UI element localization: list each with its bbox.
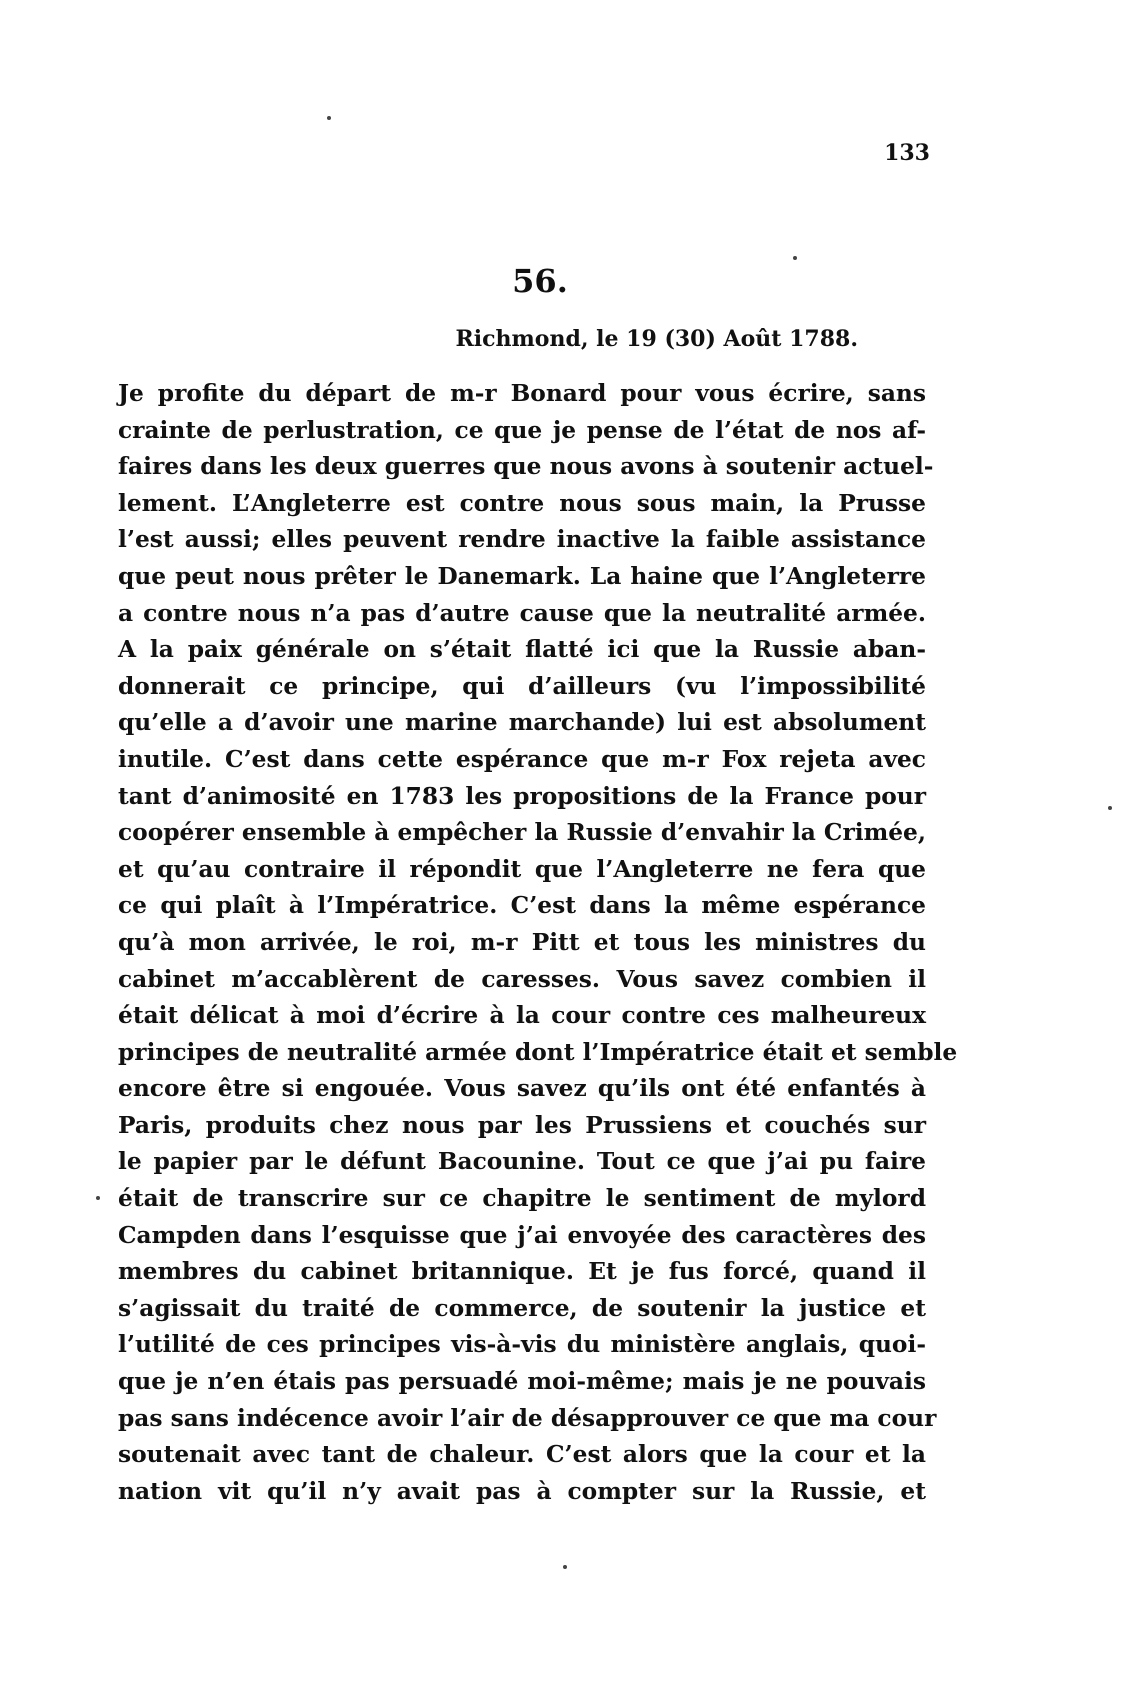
- text-line: encore être si engouée. Vous savez qu’ils ont été enfantés à: [118, 1075, 926, 1103]
- text-line: et qu’au contraire il répondit que l’Angleterre ne fera que: [118, 855, 926, 883]
- text-line: pas sans indécence avoir l’air de désapprouver ce que ma cour: [118, 1404, 937, 1432]
- text-line: Je profite du départ de m-r Bonard pour vous écrire, sans: [118, 380, 926, 407]
- scan-speck: [96, 1196, 100, 1200]
- text-line: que je n’en étais pas persuadé moi-même; mais je ne pouvais: [118, 1368, 926, 1396]
- letter-dateline: Richmond, le 19 (30) Août 1788.: [455, 326, 858, 352]
- text-line: tant d’animosité en 1783 les propositions de la France pour: [118, 782, 926, 810]
- text-line: donnerait ce principe, qui d’ailleurs (vu l’impossibilité: [118, 672, 926, 700]
- text-line: faires dans les deux guerres que nous avons à soutenir actuel-: [118, 453, 934, 481]
- text-line: qu’à mon arrivée, le roi, m-r Pitt et tous les ministres du: [118, 928, 926, 956]
- letter-body: [118, 376, 958, 1510]
- text-line: s’agissait du traité de commerce, de soutenir la justice et: [118, 1294, 926, 1322]
- text-line: l’est aussi; elles peuvent rendre inactive la faible assistance: [118, 526, 926, 554]
- text-line: ce qui plaît à l’Impératrice. C’est dans la même espérance: [118, 892, 926, 920]
- text-line: cabinet m’accablèrent de caresses. Vous savez combien il: [118, 965, 926, 993]
- text-line: l’utilité de ces principes vis-à-vis du ministère anglais, quoi-: [118, 1331, 926, 1359]
- text-line: qu’elle a d’avoir une marine marchande) lui est absolument: [118, 709, 926, 737]
- text-line: nation vit qu’il n’y avait pas à compter sur la Russie, et: [118, 1477, 926, 1505]
- text-line: Campden dans l’esquisse que j’ai envoyée des caractères des: [118, 1221, 926, 1249]
- letter-number: 56.: [512, 262, 568, 300]
- text-line: était délicat à moi d’écrire à la cour contre ces malheureux: [118, 1002, 926, 1030]
- text-line: crainte de perlustration, ce que je pense de l’état de nos af-: [118, 416, 926, 444]
- text-line: que peut nous prêter le Danemark. La haine que l’Angleterre: [118, 562, 926, 590]
- scan-speck: [1108, 806, 1112, 810]
- text-line: a contre nous n’a pas d’autre cause que la neutralité armée.: [118, 599, 926, 627]
- text-line: soutenait avec tant de chaleur. C’est alors que la cour et la: [118, 1441, 926, 1469]
- page-number: 133: [884, 140, 930, 166]
- text-line: Paris, produits chez nous par les Prussiens et couchés sur: [118, 1111, 926, 1139]
- scan-speck: [563, 1565, 567, 1569]
- text-line: lement. L’Angleterre est contre nous sous main, la Prusse: [118, 489, 926, 517]
- scan-speck: [793, 256, 797, 260]
- text-line: A la paix générale on s’était flatté ici que la Russie aban-: [118, 636, 926, 664]
- text-line: membres du cabinet britannique. Et je fus forcé, quand il: [118, 1258, 926, 1286]
- text-line: était de transcrire sur ce chapitre le sentiment de mylord: [118, 1185, 926, 1213]
- text-line: principes de neutralité armée dont l’Impératrice était et semble: [118, 1038, 958, 1066]
- text-line: inutile. C’est dans cette espérance que m-r Fox rejeta avec: [118, 745, 926, 773]
- text-line: le papier par le défunt Bacounine. Tout ce que j’ai pu faire: [118, 1148, 926, 1176]
- text-line: coopérer ensemble à empêcher la Russie d’envahir la Crimée,: [118, 819, 926, 847]
- scan-speck: [327, 116, 331, 120]
